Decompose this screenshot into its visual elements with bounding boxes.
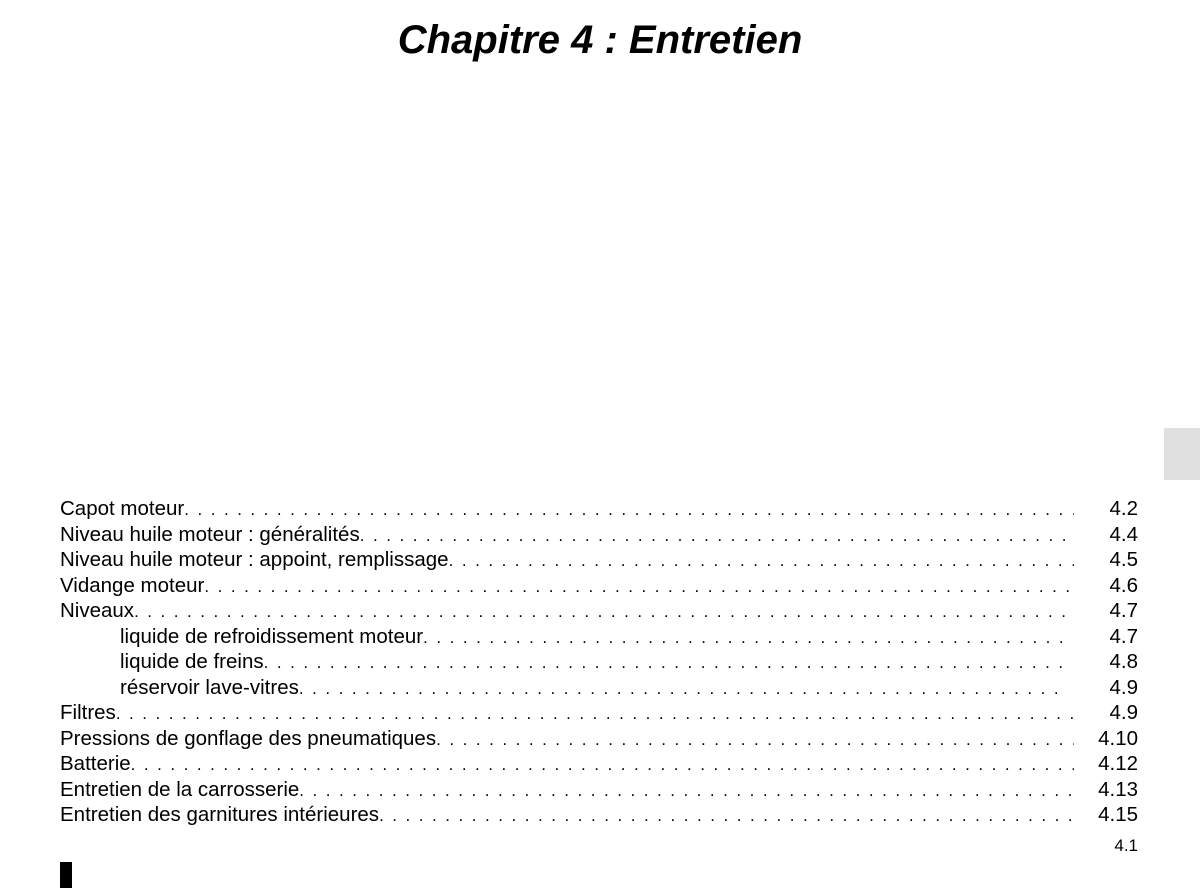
toc-entry-page: 4.9	[1109, 701, 1138, 724]
toc-entry-page: 4.6	[1109, 573, 1138, 597]
toc-subentry-label: liquide de refroidissement moteur	[120, 624, 424, 648]
toc-subentry-page: 4.7	[1109, 624, 1138, 648]
toc-entry-page: 4.10	[1098, 726, 1138, 750]
chapter-title: Chapitre 4 : Entretien	[397, 18, 803, 62]
toc-subentry-page: 4.9	[1109, 675, 1138, 699]
toc-dot-leader	[423, 625, 1062, 651]
toc-entry-page: 4.7	[1109, 599, 1138, 622]
toc-entry[interactable]	[60, 496, 1138, 522]
toc-subentry-label: réservoir lave-vitres	[120, 675, 299, 699]
toc-dot-leader	[299, 676, 1062, 702]
toc-entry-label: Capot moteur	[60, 497, 185, 520]
toc-subentry[interactable]	[60, 675, 1138, 701]
toc-entry[interactable]	[60, 547, 1138, 573]
toc-entry[interactable]	[60, 573, 1138, 599]
toc-dot-leader	[449, 548, 1074, 574]
page-number: 4.1	[1114, 836, 1138, 855]
toc-entry-label: Entretien de la carrosserie	[60, 777, 300, 801]
toc-entry-label: Niveau huile moteur : appoint, remplissage	[60, 548, 449, 571]
toc-entry-label: Entretien des garnitures intérieures	[60, 803, 380, 826]
table-of-contents	[60, 496, 1138, 828]
toc-entry[interactable]	[60, 522, 1138, 548]
toc-entry-page: 4.5	[1109, 548, 1138, 571]
toc-entry-label: Filtres	[60, 701, 116, 724]
toc-entry[interactable]	[60, 777, 1138, 803]
toc-dot-leader	[184, 497, 1074, 523]
toc-entry[interactable]	[60, 726, 1138, 752]
toc-entry[interactable]	[60, 751, 1138, 777]
toc-dot-leader	[131, 752, 1074, 778]
toc-subentry[interactable]	[60, 624, 1138, 650]
toc-dot-leader	[116, 701, 1074, 727]
toc-dot-leader	[360, 523, 1074, 549]
toc-subentry[interactable]	[60, 649, 1138, 675]
page-corner-marker	[60, 862, 72, 888]
toc-entry-page: 4.15	[1098, 803, 1138, 826]
toc-entry-page: 4.2	[1109, 497, 1138, 520]
toc-entry-label: Vidange moteur	[60, 573, 205, 597]
toc-subentry-label: liquide de freins	[120, 650, 264, 673]
toc-subentry-page: 4.8	[1109, 650, 1138, 673]
toc-entry-label: Niveau huile moteur : généralités	[60, 522, 360, 546]
toc-dot-leader	[264, 650, 1062, 676]
chapter-side-tab	[1164, 428, 1200, 480]
toc-dot-leader	[134, 599, 1074, 625]
toc-dot-leader	[204, 574, 1074, 600]
toc-dot-leader	[436, 727, 1074, 753]
toc-entry-label: Niveaux	[60, 599, 135, 622]
toc-entry[interactable]	[60, 700, 1138, 726]
toc-entry-label: Batterie	[60, 752, 131, 775]
toc-dot-leader	[299, 778, 1074, 804]
toc-entry-label: Pressions de gonflage des pneumatiques	[60, 726, 437, 750]
toc-entry[interactable]	[60, 802, 1138, 828]
toc-entry-page: 4.12	[1098, 752, 1138, 775]
toc-entry-page: 4.13	[1098, 777, 1138, 801]
toc-entry[interactable]	[60, 598, 1138, 624]
toc-dot-leader	[379, 803, 1074, 829]
toc-entry-page: 4.4	[1109, 522, 1138, 546]
